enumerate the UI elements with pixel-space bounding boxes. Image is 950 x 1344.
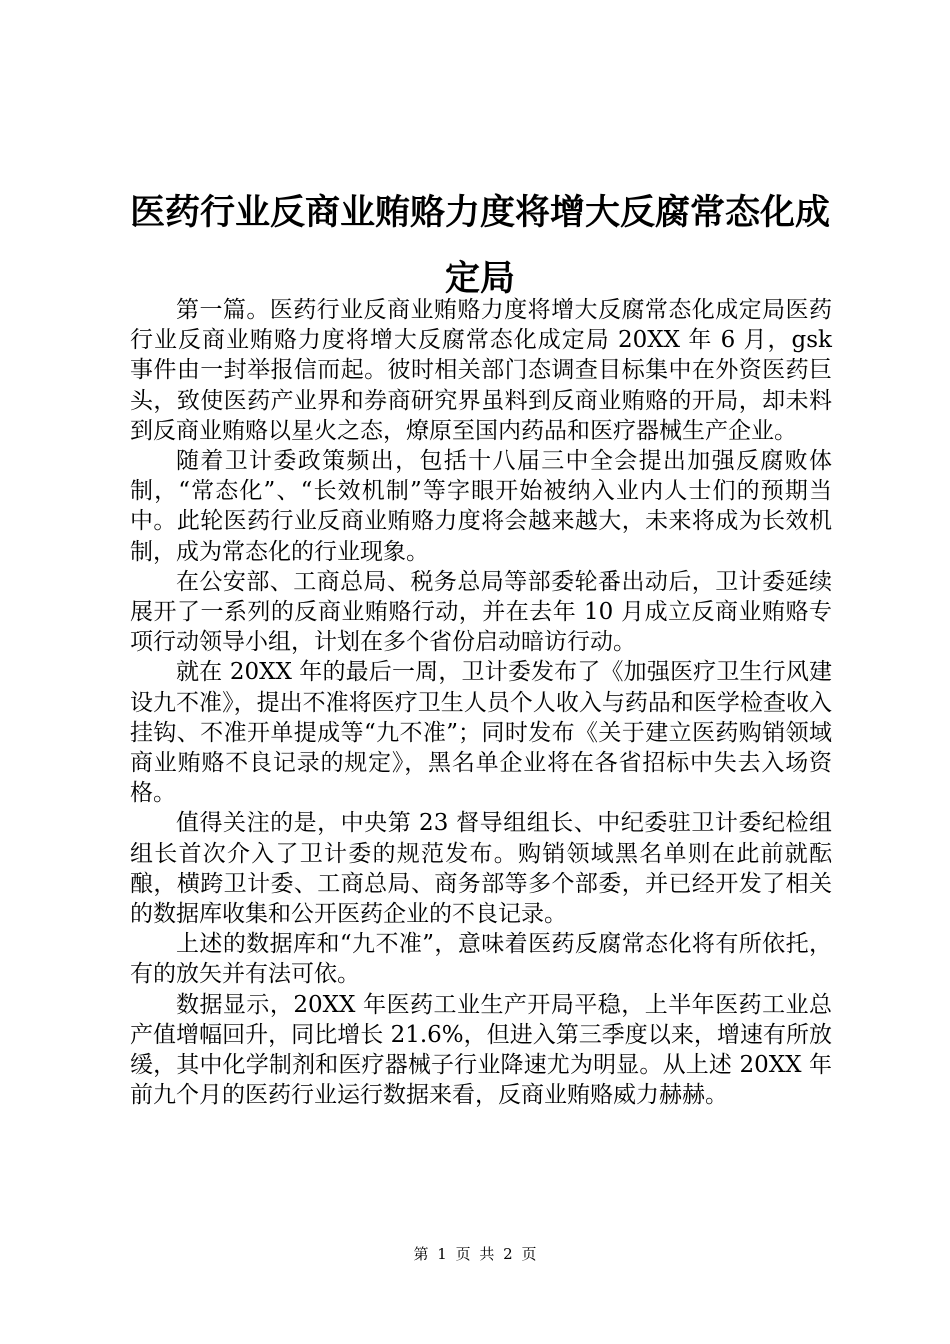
paragraph-2: 随着卫计委政策频出，包括十八届三中全会提出加强反腐败体制，“常态化”、“长效机制”等字眼开始被纳入业内人士们的预期当中。此轮医药行业反商业贿赂力度将会越来越大，未来将成为长效机制，成为常态化的行业现象。 [130,448,832,565]
page-footer: 第 1 页 共 2 页 [413,1245,537,1263]
paragraph-6: 上述的数据库和“九不准”，意味着医药反腐常态化将有所依托，有的放矢并有法可依。 [130,931,832,988]
paragraph-3: 在公安部、工商总局、税务总局等部委轮番出动后，卫计委延续展开了一系列的反商业贿赂行动，并在去年 10 月成立反商业贿赂专项行动领导小组，计划在多个省份启动暗访行动。 [130,568,832,656]
paragraph-7: 数据显示，20XX 年医药工业生产开局平稳，上半年医药工业总产值增幅回升，同比增长 21.6%，但进入第三季度以来，增速有所放缓，其中化学制剂和医疗器械子行业降速尤为明显。从上述 20XX 年前九个月的医药行业运行数据来看，反商业贿赂威力赫赫。 [130,991,832,1109]
paragraph-1: 第一篇。医药行业反商业贿赂力度将增大反腐常态化成定局医药行业反商业贿赂力度将增大反腐常态化成定局 20XX 年 6 月，gsk 事件由一封举报信而起。彼时相关部门态调查目标集中在外资医药巨头，致使医药产业界和券商研究界虽料到反商业贿赂的开局，却未料到反商业贿赂以星火之态，燎原至国内药品和医疗器械生产企业。 [130,297,832,444]
document-body [130,295,832,1110]
paragraph-4: 就在 20XX 年的最后一周，卫计委发布了《加强医疗卫生行风建设九不准》，提出不准将医疗卫生人员个人收入与药品和医学检查收入挂钩、不准开单提成等“九不准”；同时发布《关于建立医药购销领域商业贿赂不良记录的规定》，黑名单企业将在各省招标中失去入场资格。 [130,659,832,807]
paragraph-5: 值得关注的是，中央第 23 督导组组长、中纪委驻卫计委纪检组组长首次介入了卫计委的规范发布。购销领域黑名单则在此前就酝酿，横跨卫计委、工商总局、商务部等多个部委，并已经开发了相关的数据库收集和公开医药企业的不良记录。 [130,810,832,928]
document-title: 医药行业反商业贿赂力度将增大反腐常态化成定局 [129,193,830,299]
